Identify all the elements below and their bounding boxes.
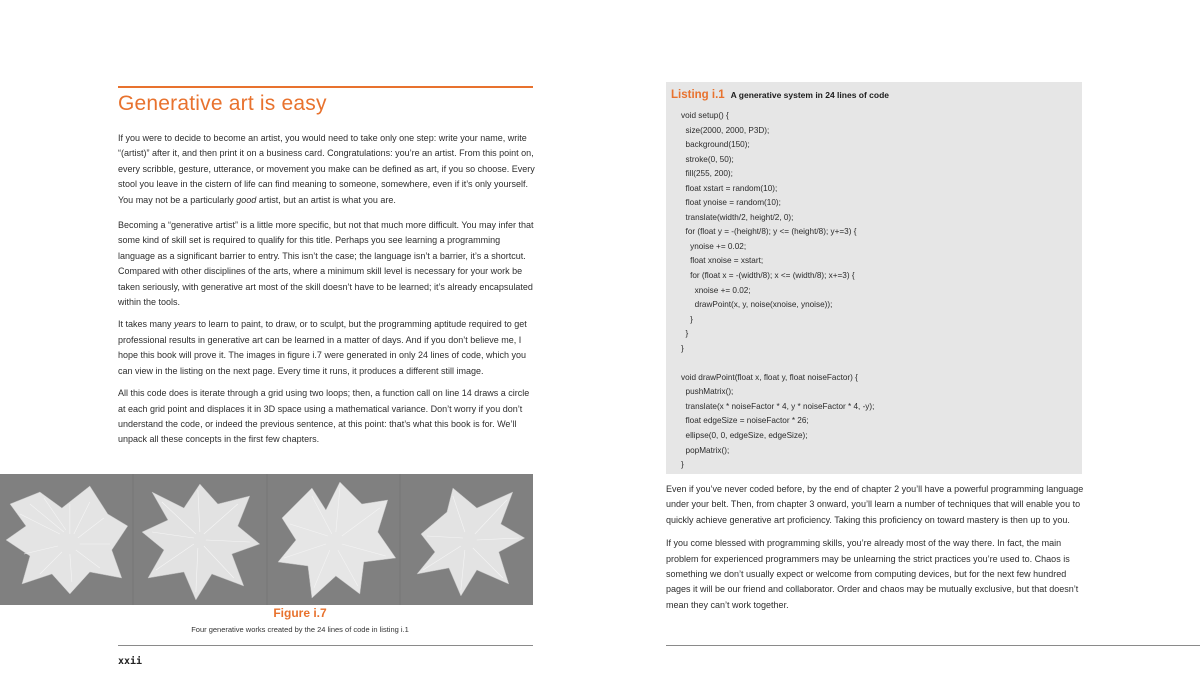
title-rule xyxy=(118,86,533,88)
code-line: ynoise += 0.02; xyxy=(681,241,747,251)
code-line: void setup() { xyxy=(681,111,729,120)
generative-artwork-1 xyxy=(0,474,132,605)
code-line: void drawPoint(float x, float y, float noiseFactor) { xyxy=(681,372,858,382)
body-text xyxy=(666,482,1086,621)
code-line: for (float y = -(height/8); y <= (height/8); y+=3) { xyxy=(681,227,857,237)
footer-rule xyxy=(666,645,1200,646)
code-line: float edgeSize = noiseFactor * 26; xyxy=(681,416,809,426)
code-line: drawPoint(x, y, noise(xnoise, ynoise)); xyxy=(681,300,833,310)
listing-number: Listing i.1 xyxy=(671,89,725,101)
paragraph-text: All this code does is iterate through a grid using two loops; then, a function call on line 14 draws a circle at each grid point and displaces it in 3D space using a mathematical variance. Don’t worry if you don’t understand the code, or indeed the previous sentence, at this point: that’s what this book is for. We’ll unpack all these concepts in the first few chapters. xyxy=(118,388,530,445)
code-line: stroke(0, 50); xyxy=(681,154,734,164)
paragraph-text: artist, but an artist is what you are. xyxy=(256,194,396,205)
code-line: } xyxy=(681,343,684,353)
emphasis-text: good xyxy=(236,194,257,205)
paragraph: Even if you’ve never coded before, by the end of chapter 2 you’ll have a powerful programming language under your belt. Then, from chapter 3 onward, you’ll learn a number of techniques that will enable you to quickly achieve generative art proficiency. Taking this proficiency on toward mastery is then up to you. xyxy=(666,484,1084,525)
code-line: } xyxy=(681,460,684,470)
code-line: ellipse(0, 0, edgeSize, edgeSize); xyxy=(681,431,808,441)
figure-image xyxy=(0,474,533,605)
code-line: popMatrix(); xyxy=(681,445,730,455)
code-line: translate(x * noiseFactor * 4, y * noiseFactor * 4, -y); xyxy=(681,401,875,411)
code-line: size(2000, 2000, P3D); xyxy=(681,125,770,135)
paragraph-text: If you were to decide to become an artist, you would need to take only one step: write your name, write “(artist)” after it, and then print it on a business card. Congratulations: you’re an artist. From this point on, every scribble, gesture, utterance, or movement you make can be defined as art, if you so choose. Every stool you leave in the cistern of life can find meaning to someone, somewhere, even if it’s only yourself. You may not be a particularly xyxy=(118,133,535,205)
code-line: fill(255, 200); xyxy=(681,169,733,179)
paragraph-text: It takes many xyxy=(118,319,175,330)
paragraph xyxy=(118,131,536,208)
code-line: translate(width/2, height/2, 0); xyxy=(681,212,794,222)
generative-artwork-2 xyxy=(134,474,266,605)
code-line: float xnoise = xstart; xyxy=(681,256,764,266)
code-block xyxy=(681,109,874,473)
code-line: pushMatrix(); xyxy=(681,387,734,397)
code-line: } xyxy=(681,314,693,324)
page-number: xxii xyxy=(118,656,143,667)
code-line: background(150); xyxy=(681,140,750,150)
paragraph: If you come blessed with programming skills, you’re already most of the way there. In fact, the main problem for experienced programmers may be unlearning the strict practices you’re used to. Chaos is something we don’t usually expect or welcome from computing devices, but for the next few hundred pages it will be our friend and collaborator. Order and chaos may be mutually exclusive, but that doesn’t mean they can’t work together. xyxy=(666,538,1079,610)
code-listing xyxy=(666,82,1082,474)
paragraph xyxy=(118,317,536,379)
figure-caption: Four generative works created by the 24 lines of code in listing i.1 xyxy=(191,625,409,634)
emphasis-text: years xyxy=(174,319,197,330)
code-line: float xstart = random(10); xyxy=(681,183,778,193)
code-line: float ynoise = random(10); xyxy=(681,198,781,208)
code-line: for (float x = -(width/8); x <= (width/8); x+=3) { xyxy=(681,271,855,281)
listing-header xyxy=(671,89,889,101)
code-line: } xyxy=(681,329,689,339)
paragraph-text: to learn to paint, to draw, or to sculpt, but the programming aptitude required to get professional results in generative art can be learned in a matter of days. And if you don’t believe me, I hope this book will prove it. The images in figure i.7 were generated in only 24 lines of code, which you can view in the listing on the next page. Every time it runs, it produces a different still image. xyxy=(118,319,527,376)
code-line xyxy=(681,356,874,371)
paragraph-text: Becoming a “generative artist” is a little more specific, but not that much more difficult. You may infer that some kind of skill set is required to qualify for this title. Perhaps you see learning a programming language as a significant barrier to entry. This isn’t the case; the language isn’t a barrier, it’s a shortcut. Compared with other disciplines of the arts, where a minimum skill level is necessary for your work be taken seriously, with generative art most of the skill doesn’t have to be learned; it’s already encapsulated within the tools. xyxy=(118,220,534,308)
figure-label: Figure i.7 xyxy=(273,606,327,620)
right-page xyxy=(600,0,1200,700)
generative-artwork-3 xyxy=(268,474,400,605)
generative-artwork-4 xyxy=(401,474,533,605)
section-title: Generative art is easy xyxy=(118,92,327,115)
paragraph xyxy=(118,386,536,448)
footer-rule xyxy=(118,645,533,646)
paragraph xyxy=(118,218,536,310)
body-text xyxy=(118,131,536,455)
listing-title: A generative system in 24 lines of code xyxy=(730,90,890,100)
code-line: xnoise += 0.02; xyxy=(681,285,751,295)
